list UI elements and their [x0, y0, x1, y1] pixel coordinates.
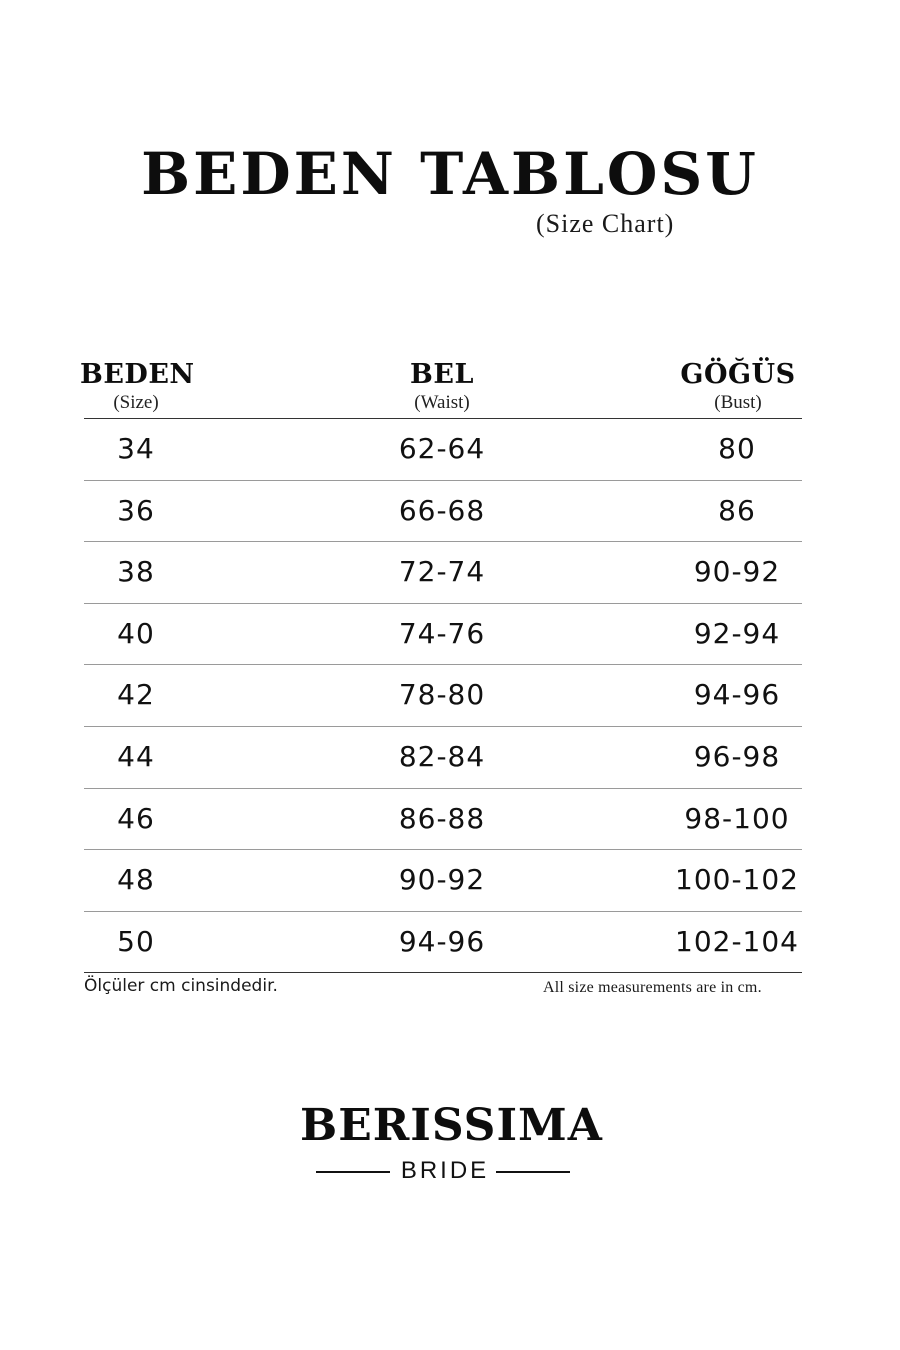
- cell-bust: 92-94: [693, 616, 781, 650]
- cell-bust: 90-92: [693, 555, 781, 589]
- brand-sub-row: [300, 1154, 590, 1188]
- table-header: [80, 358, 802, 419]
- brand-logo: [300, 1100, 603, 1188]
- header-bust: [676, 358, 800, 414]
- table-row: [84, 542, 802, 604]
- header-size-label: BEDEN: [80, 359, 195, 390]
- page-title: BEDEN TABLOSU: [141, 140, 759, 208]
- cell-waist: 82-84: [398, 739, 486, 773]
- cell-size: 38: [117, 555, 155, 589]
- header-size: [80, 358, 195, 414]
- cell-size: 34: [117, 432, 155, 465]
- table-row: [84, 850, 802, 912]
- cell-bust: 102-104: [675, 924, 799, 958]
- brand-divider-left: [316, 1171, 390, 1173]
- cell-waist: 94-96: [398, 924, 486, 958]
- cell-bust: 94-96: [693, 678, 781, 712]
- cell-waist: 90-92: [398, 863, 486, 897]
- cell-waist: 72-74: [398, 555, 486, 589]
- table-row: [84, 604, 802, 666]
- header-waist: [392, 358, 492, 414]
- header-bust-sub: (Bust): [714, 392, 762, 413]
- cell-size: 50: [117, 924, 155, 958]
- cell-size: 40: [117, 616, 155, 650]
- cell-waist: 78-80: [398, 678, 486, 712]
- units-note-en: All size measurements are in cm.: [543, 979, 762, 996]
- cell-bust: 80: [718, 432, 756, 465]
- cell-waist: 86-88: [398, 801, 486, 835]
- cell-waist: 74-76: [398, 616, 486, 650]
- header-waist-label: BEL: [410, 359, 474, 390]
- page-subtitle: (Size Chart): [536, 209, 675, 238]
- table-row: [84, 481, 802, 543]
- units-note-tr: Ölçüler cm cinsindedir.: [84, 976, 278, 996]
- header-waist-sub: (Waist): [414, 392, 470, 413]
- brand-sub: BRIDE: [400, 1157, 490, 1184]
- cell-size: 48: [117, 863, 155, 897]
- cell-size: 44: [117, 739, 155, 773]
- header-bust-label: GÖĞÜS: [680, 359, 796, 390]
- brand-name: BERISSIMA: [300, 1100, 603, 1151]
- cell-bust: 100-102: [675, 863, 799, 897]
- table-row: [84, 912, 802, 974]
- table-row: [84, 419, 802, 481]
- size-table: [80, 358, 802, 973]
- cell-size: 36: [117, 493, 155, 527]
- table-row: [84, 727, 802, 789]
- cell-size: 42: [117, 678, 155, 712]
- table-row: [84, 789, 802, 851]
- header-size-sub: (Size): [113, 392, 159, 413]
- cell-waist: 62-64: [398, 432, 486, 465]
- cell-waist: 66-68: [398, 493, 486, 527]
- table-row: [84, 665, 802, 727]
- cell-bust: 98-100: [684, 801, 790, 835]
- cell-size: 46: [117, 801, 155, 835]
- cell-bust: 96-98: [693, 739, 781, 773]
- cell-bust: 86: [718, 493, 756, 527]
- brand-divider-right: [496, 1171, 570, 1173]
